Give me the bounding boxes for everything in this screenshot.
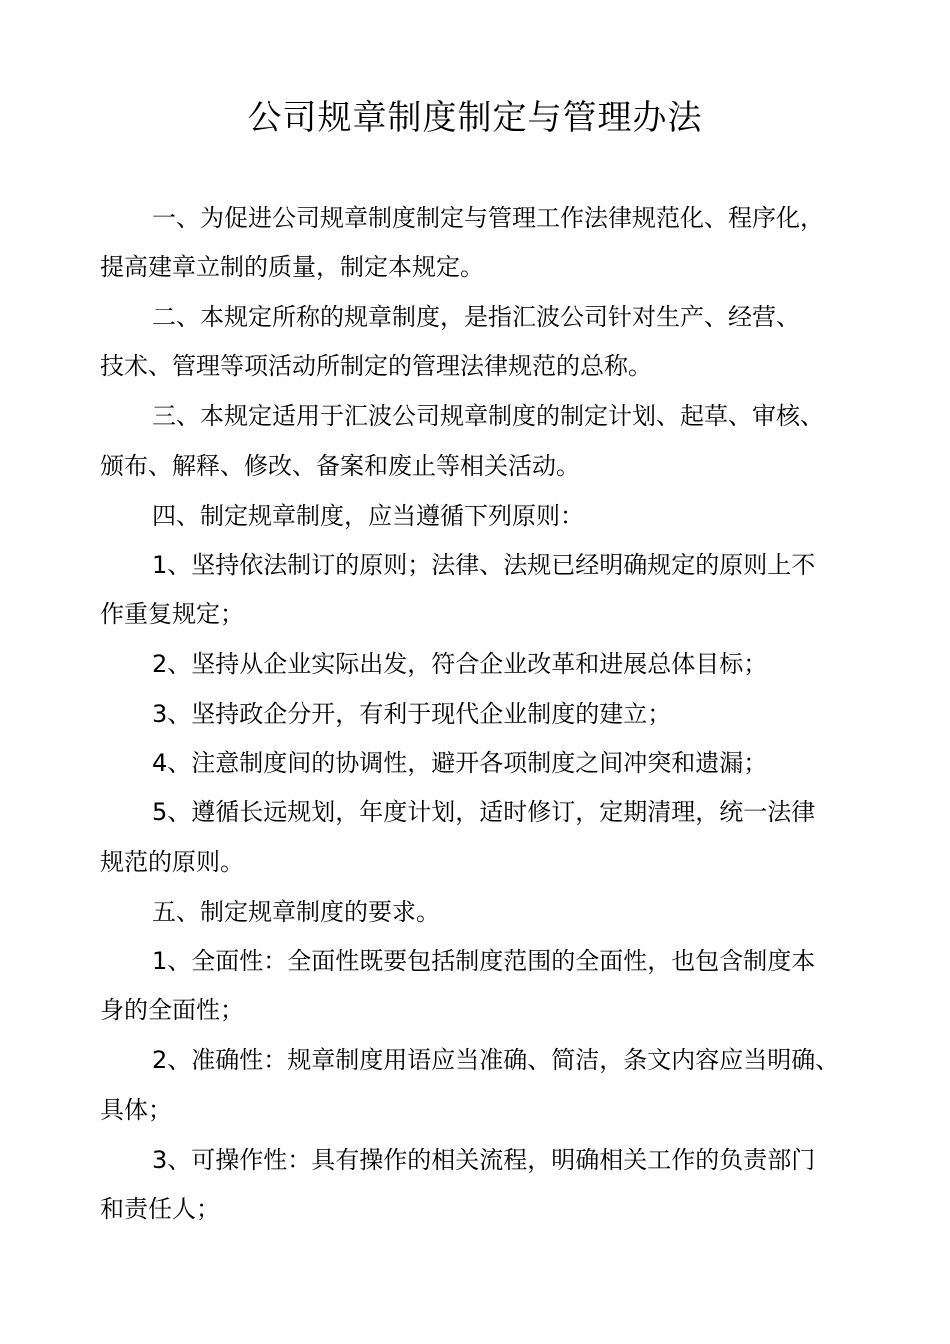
paragraph-4-line-1: 四、制定规章制度，应当遵循下列原则：: [152, 502, 584, 530]
paragraph-2-line-2: 技术、管理等项活动所制定的管理法律规范的总称。: [100, 352, 652, 380]
paragraph-6-line-1: 2、坚持从企业实际出发，符合企业改革和进展总体目标；: [152, 650, 768, 678]
paragraph-5-line-2: 作重复规定；: [100, 600, 244, 628]
paragraph-11-line-1: 1、全面性：全面性既要包括制度范围的全面性，也包含制度本: [152, 947, 816, 975]
paragraph-13-line-2: 和责任人；: [100, 1195, 220, 1223]
paragraph-12-line-2: 具体；: [100, 1096, 172, 1124]
paragraph-2-line-1: 二、本规定所称的规章制度，是指汇波公司针对生产、经营、: [152, 303, 800, 331]
paragraph-13-line-1: 3、可操作性：具有操作的相关流程，明确相关工作的负责部门: [152, 1146, 816, 1174]
paragraph-7-line-1: 3、坚持政企分开，有利于现代企业制度的建立；: [152, 700, 672, 728]
paragraph-11-line-2: 身的全面性；: [100, 996, 244, 1024]
paragraph-12-line-1: 2、准确性：规章制度用语应当准确、简洁，条文内容应当明确、: [152, 1046, 840, 1074]
paragraph-3-line-2: 颁布、解释、修改、备案和废止等相关活动。: [100, 452, 580, 480]
paragraph-9-line-1: 5、遵循长远规划，年度计划，适时修订，定期清理，统一法律: [152, 798, 816, 826]
paragraph-8-line-1: 4、注意制度间的协调性，避开各项制度之间冲突和遗漏；: [152, 749, 768, 777]
paragraph-3-line-1: 三、本规定适用于汇波公司规章制度的制定计划、起草、审核、: [152, 402, 824, 430]
paragraph-5-line-1: 1、坚持依法制订的原则；法律、法规已经明确规定的原则上不: [152, 551, 816, 579]
document-title: 公司规章制度制定与管理办法: [247, 98, 703, 138]
paragraph-1-line-1: 一、为促进公司规章制度制定与管理工作法律规范化、程序化，: [152, 204, 824, 232]
paragraph-10-line-1: 五、制定规章制度的要求。: [152, 898, 440, 926]
paragraph-1-line-2: 提高建章立制的质量，制定本规定。: [100, 253, 484, 281]
paragraph-9-line-2: 规范的原则。: [100, 848, 244, 876]
